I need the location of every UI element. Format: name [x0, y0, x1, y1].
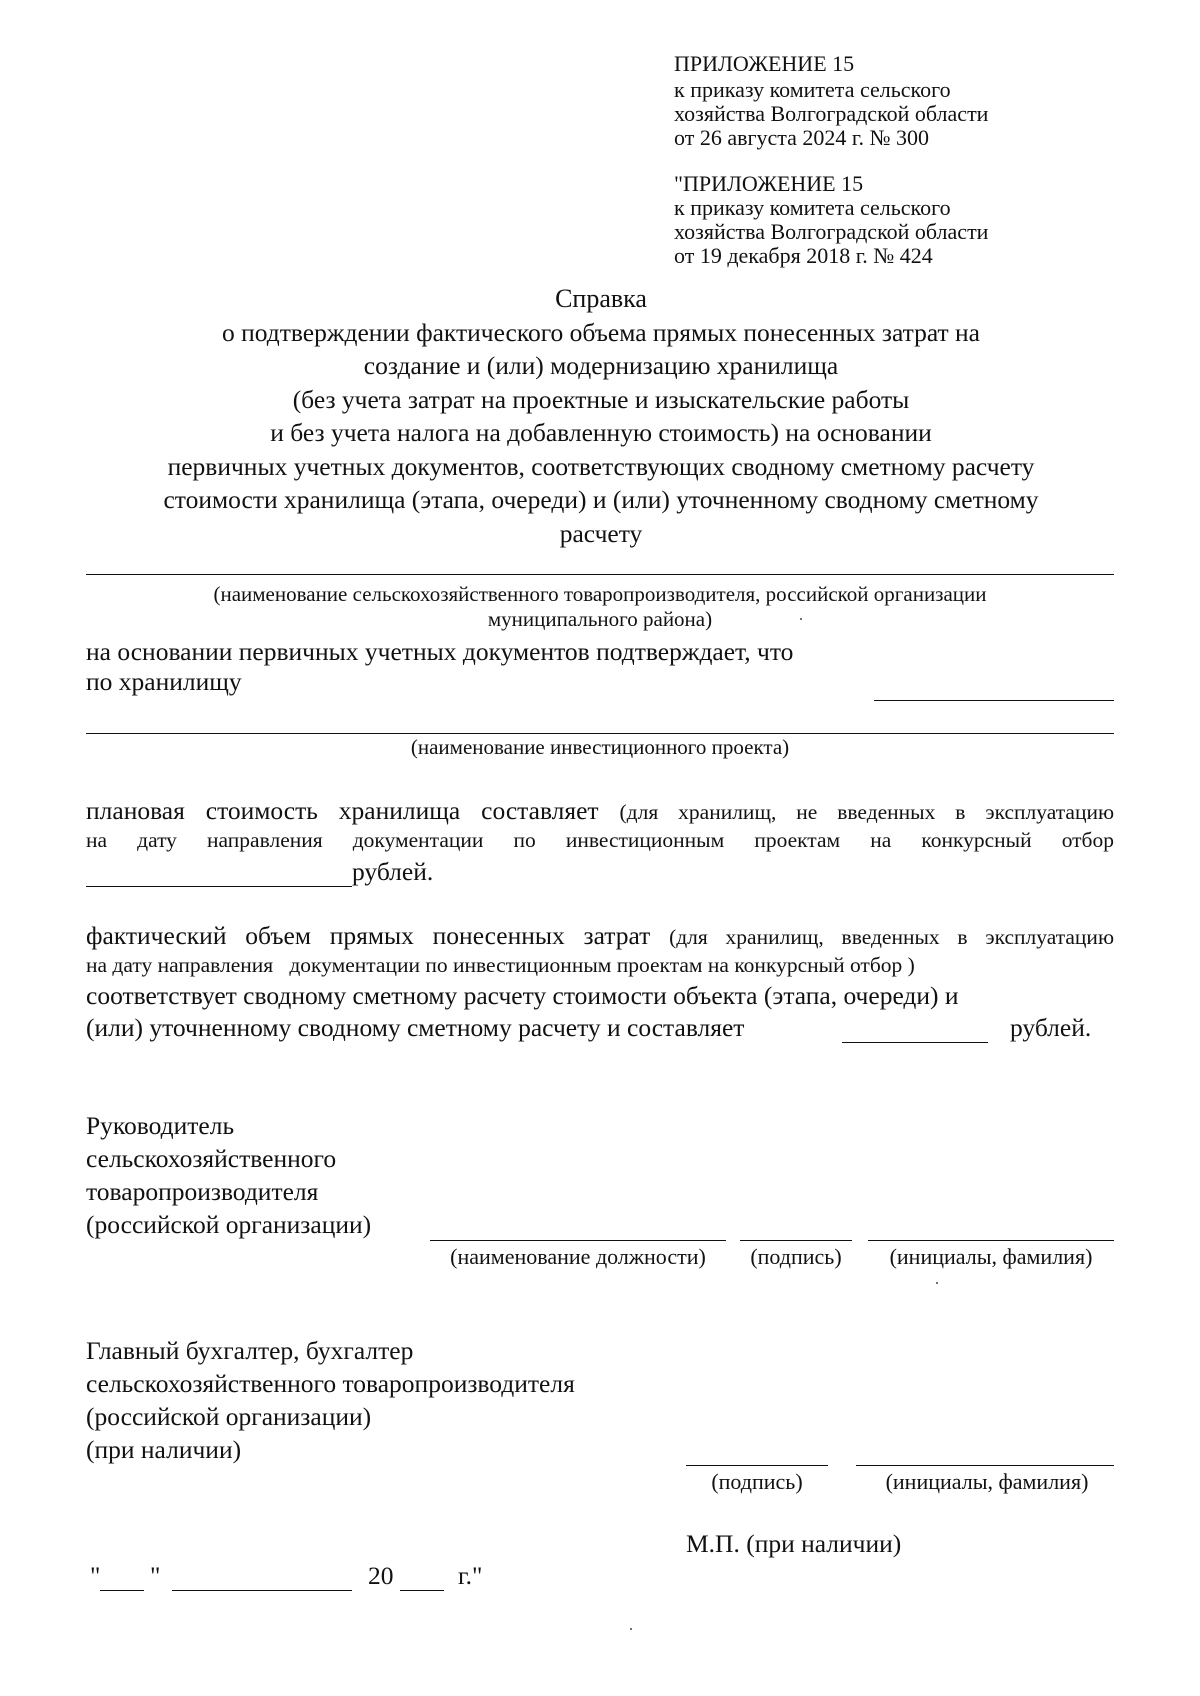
accountant-title-line: (российской организации) — [86, 1402, 372, 1431]
head-caption-name: (инициалы, фамилия) — [889, 1244, 1093, 1269]
appendix-current-title: ПРИЛОЖЕНИЕ 15 — [674, 51, 855, 76]
head-title-line: товаропроизводителя — [86, 1177, 319, 1206]
actual-cost-note1: (для хранилищ, введенных в эксплуатацию — [669, 925, 1115, 949]
accountant-title-line: сельскохозяйственного товаропроизводителя — [86, 1369, 575, 1398]
date-open-quote: " — [90, 1561, 101, 1590]
planned-cost-note1: (для хранилищ, не введенных в эксплуатацию — [619, 800, 1115, 824]
planned-cost-line1 — [86, 795, 1114, 828]
head-caption-signature: (подпись) — [750, 1244, 842, 1269]
project-caption: (наименование инвестиционного проекта) — [410, 735, 790, 759]
document-title-line: и без учета налога на добавленную стоимость) на основании — [270, 418, 932, 447]
appendix-previous-line2: хозяйства Волгоградской области — [674, 219, 989, 244]
accountant-caption-signature: (подпись) — [711, 1469, 803, 1494]
confirmation-line1: на основании первичных учетных документов подтверждает, что — [86, 637, 794, 666]
storage-name-field[interactable] — [874, 700, 1114, 701]
date-year-prefix: 20 — [368, 1561, 394, 1590]
accountant-caption-name: (инициалы, фамилия) — [885, 1469, 1089, 1494]
scan-speck — [800, 618, 802, 620]
seal-note: М.П. (при наличии) — [686, 1529, 902, 1558]
accountant-signature-field[interactable] — [686, 1465, 828, 1466]
appendix-previous-line3: от 19 декабря 2018 г. № 424 — [674, 243, 933, 268]
document-title-line: (без учета затрат на проектные и изыскательские работы — [292, 384, 910, 414]
date-day-field[interactable] — [100, 1590, 144, 1591]
confirmation-line2: по хранилищу — [86, 667, 242, 696]
actual-cost-note2: на дату направления документации по инвестиционным проектам на конкурсный отбор ) — [86, 953, 915, 977]
producer-name-field[interactable] — [86, 574, 1114, 575]
document-title-line: создание и (или) модернизацию хранилища — [363, 351, 839, 380]
actual-cost-line4: (или) уточненному сводному сметному расчету и составляет — [86, 1013, 745, 1042]
appendix-current-line1: к приказу комитета сельского — [674, 77, 951, 102]
scan-speck — [630, 1628, 632, 1630]
head-title-line: Руководитель — [86, 1111, 235, 1140]
date-year-suffix: г." — [458, 1561, 483, 1590]
date-month-field[interactable] — [172, 1590, 352, 1591]
appendix-current-line2: хозяйства Волгоградской области — [674, 101, 989, 126]
appendix-previous-line1: к приказу комитета сельского — [674, 195, 951, 220]
producer-caption-line2: муниципального района) — [487, 607, 713, 631]
scan-speck — [936, 1282, 938, 1284]
accountant-title-line: (при наличии) — [86, 1435, 242, 1464]
head-position-field[interactable] — [430, 1240, 726, 1241]
date-close-quote: " — [150, 1561, 161, 1590]
producer-caption-line1: (наименование сельскохозяйственного товаропроизводителя, российской организации — [213, 582, 987, 606]
document-title-line: первичных учетных документов, соответствующих сводному сметному расчету — [167, 451, 1035, 481]
appendix-previous-title: "ПРИЛОЖЕНИЕ 15 — [674, 171, 864, 196]
document-heading: Справка — [555, 284, 647, 313]
document-title-line: стоимости хранилища (этапа, очереди) и (или) уточненному сводному сметному — [163, 485, 1039, 514]
head-signature-field[interactable] — [740, 1240, 852, 1241]
actual-cost-amount-field[interactable] — [842, 1042, 988, 1043]
date-year-field[interactable] — [400, 1590, 444, 1591]
document-title-line: расчету — [559, 518, 643, 548]
document-title-line: о подтверждении фактического объема прямых понесенных затрат на — [221, 317, 980, 347]
actual-cost-line1 — [86, 920, 1114, 953]
appendix-current-line3: от 26 августа 2024 г. № 300 — [674, 125, 929, 150]
actual-cost-lead: фактический объем прямых понесенных затрат — [86, 921, 651, 950]
actual-cost-unit: рублей. — [1010, 1013, 1092, 1042]
head-caption-position: (наименование должности) — [450, 1244, 706, 1269]
accountant-title-line: Главный бухгалтер, бухгалтер — [86, 1336, 414, 1365]
project-name-field[interactable] — [86, 733, 1114, 734]
document-title — [86, 282, 1116, 550]
head-title-line: сельскохозяйственного — [86, 1144, 337, 1173]
planned-cost-lead: плановая стоимость хранилища составляет — [86, 796, 599, 825]
actual-cost-line3: соответствует сводному сметному расчету стоимости объекта (этапа, очереди) и — [86, 981, 959, 1010]
planned-cost-amount-field[interactable] — [86, 886, 352, 887]
head-name-field[interactable] — [868, 1240, 1114, 1241]
planned-cost-note2: на дату направления документации по инвестиционным проектам на конкурсный отбор — [86, 828, 1114, 852]
planned-cost-unit: рублей. — [352, 857, 434, 886]
accountant-name-field[interactable] — [856, 1465, 1114, 1466]
head-title-line: (российской организации) — [86, 1210, 372, 1239]
